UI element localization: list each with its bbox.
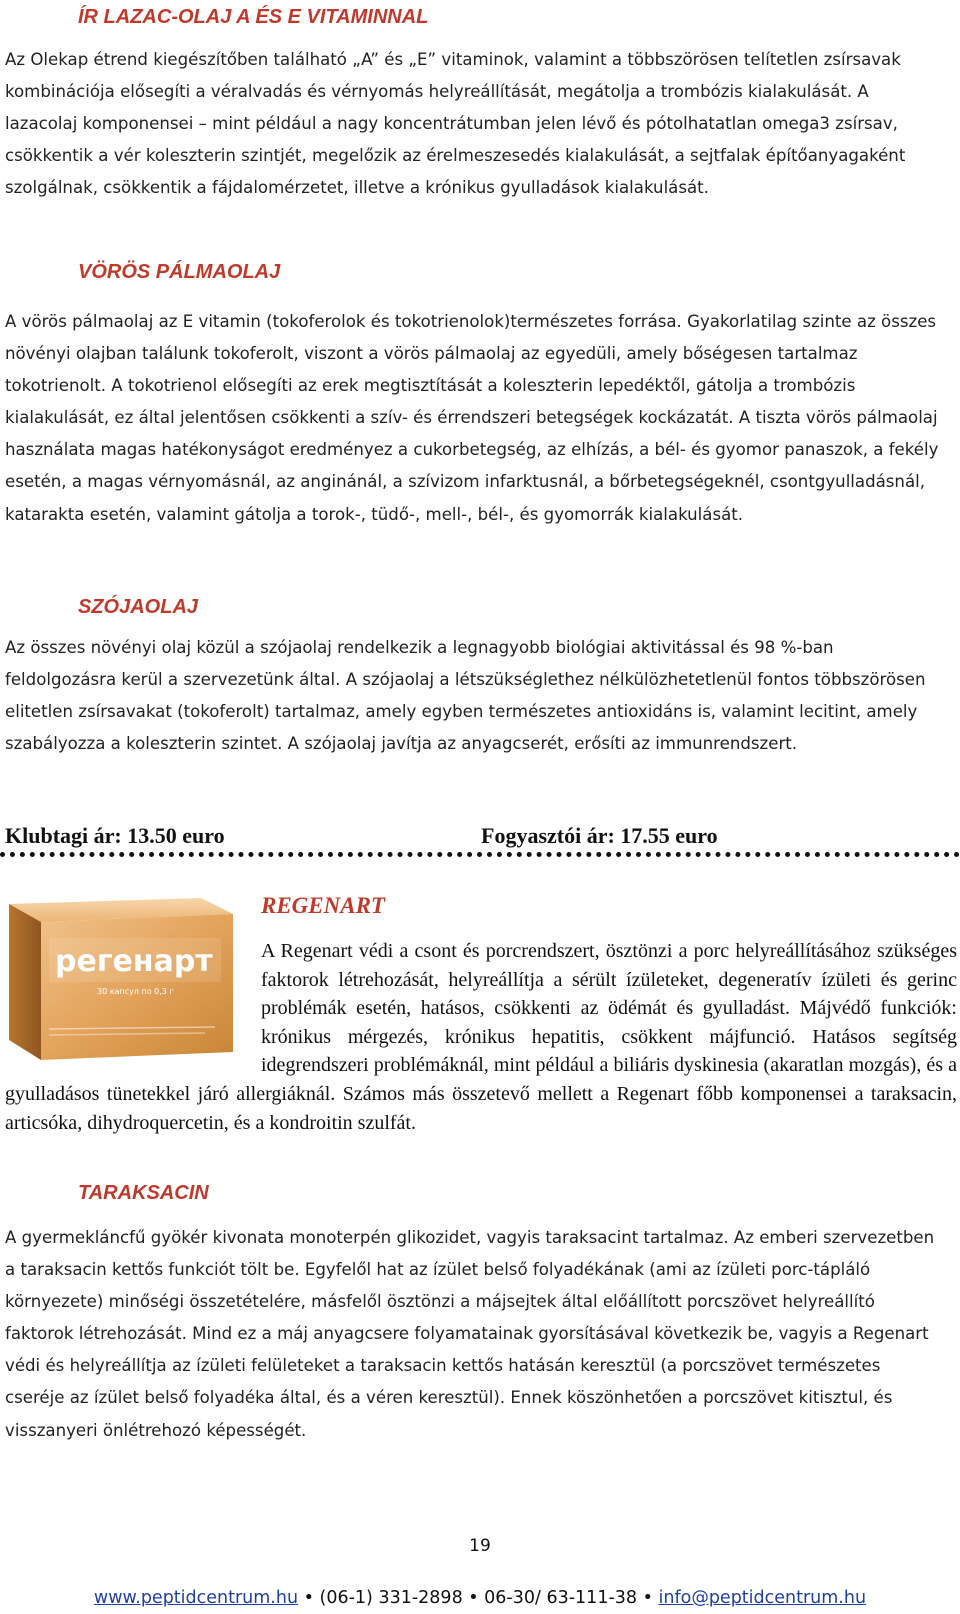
section-heading-regenart: REGENART — [261, 893, 385, 918]
website-link[interactable]: www.peptidcentrum.hu — [93, 1588, 299, 1608]
section-heading-szojaolaj: SZÓJAOLAJ — [78, 596, 199, 618]
dotted-divider — [0, 852, 960, 857]
page-number: 19 — [469, 1536, 491, 1556]
footer-separator: • — [462, 1588, 485, 1608]
footer-separator: • — [298, 1588, 320, 1608]
section-body-lazacolaj: Az Olekap étrend kiegészítőben található „A” és „E” vitaminok, valamint a többszörösen telítetlen zsírsavak kombinációja elősegíti a véralvadás és vérnyomás helyreállítását, megátolja a trombózis kialakulását. A lazacolaj komponensei – mint például a nagy koncentrátumban jelen lévő és pótolhatatlan omega3 zsírsav, csökkentik a vér koleszterin szintjét, megelőzik az érelmeszesedés kialakulását, a sejtfalak építőanyagaként szolgálnak, csökkentik a fájdalomérzetet, illetve a krónikus gyulladások kialakulását. — [5, 50, 906, 198]
section-heading-taraksacin: TARAKSACIN — [78, 1182, 209, 1204]
box-brand-text: регенарт — [55, 944, 213, 979]
email-link[interactable]: info@peptidcentrum.hu — [658, 1588, 867, 1608]
member-price: Klubtagi ár: 13.50 euro — [5, 823, 225, 848]
section-body-taraksacin: A gyermekláncfű gyökér kivonata monoterpén glikozidet, vagyis taraksacint tartalmaz. Az emberi szervezetben a taraksacin kettős funkciót tölt be. Egyfelől hat az ízület belső folyadékának (ami az ízületi porc-tápláló környezete) minőségi összetételére, másfelől ösztönzi a májsejtek által előállított porcszövet helyreállító faktorok létrehozását. Mind ez a máj anyagcsere folyamatainak gyorsításával következik be, vagyis a Regenart védi és helyreállítja az ízületi felületeket a taraksacin kettős hatásán keresztül (a porcszövet természetes cseréje az ízület belső folyadéka által, és a véren keresztül). Ennek köszönhetően a porcszövet kitisztul, és visszanyeri önlétrehozó képességét. — [5, 1228, 935, 1440]
box-capsule-text: 30 капсул по 0,3 г — [97, 987, 174, 996]
footer-separator: • — [637, 1588, 659, 1608]
section-body-palmaolaj: A vörös pálmaolaj az E vitamin (tokoferolok és tokotrienolok)természetes forrása. Gyakorlatilag szinte az összes növényi olajban találunk tokoferolt, viszont a vörös pálmaolaj az egyedüli, amely bőségesen tartalmaz tokotrienolt. A tokotrienol elősegíti az erek megtisztítását a koleszterin lepedéktől, gátolja a trombózis kialakulását, ez által jelentősen csökkenti a szív- és érrendszeri betegségek kockázatát. A tiszta vörös pálmaolaj használata magas hatékonyságot eredményez a cukorbetegség, az elhízás, a bél- és gyomor panaszok, a fekély esetén, a magas vérnyomásnál, az anginánál, a szívizom infarktusnál, a bőrbetegségeknél, csontgyulladásnál, katarakta esetén, valamint gátolja a torok-, tüdő-, mell-, bél-, és gyomorrák kialakulását. — [5, 312, 939, 524]
footer-contact-line — [0, 1588, 960, 1608]
section-body-regenart: A Regenart védi a csont és porcrendszert, ösztönzi a porc helyreállításához szükséges faktorok létrehozását, helyreállítja a sérült ízületeket, degeneratív ízületi és gerinc problémák esetén, hatásos, csökkenti az ödémát és gyulladást. Májvédő funkciók: krónikus mérgezés, krónikus hepatitis, csökkent májfunció. Hatásos segítség idegrendszeri problémáknál, mint például a biliáris dyskinesia (akaratlan mozgás), és a gyulladásos tünetekkel járó allergiáknál. Számos más összetevő mellett a Regenart főbb komponensei a taraksacin, articsóka, dihydroquercetin, és a kondroitin szulfát. — [5, 940, 957, 1134]
section-body-szojaolaj: Az összes növényi olaj közül a szójaolaj rendelkezik a legnagyobb biológiai aktivitással és 98 %-ban feldolgozásra kerül a szervezetünk által. A szójaolaj a létszükséglethez nélkülözhetetlenül fontos többszörösen elitetlen zsírsavakat (tokoferolt) tartalmaz, amely egyben természetes antioxidáns is, valamint lecitint, amely szabályozza a koleszterin szintet. A szójaolaj javítja az anyagcserét, erősíti az immunrendszert. — [5, 638, 926, 754]
phone-landline: (06-1) 331-2898 — [319, 1588, 463, 1608]
section-body-regenart-wrap — [5, 937, 957, 1137]
consumer-price: Fogyasztói ár: 17.55 euro — [481, 823, 718, 848]
section-heading-lazacolaj: ÍR LAZAC-OLAJ A ÉS E VITAMINNAL — [78, 6, 429, 28]
phone-mobile: 06-30/ 63-111-38 — [484, 1588, 638, 1608]
image-float-spacer — [5, 937, 261, 1077]
section-heading-palmaolaj: VÖRÖS PÁLMAOLAJ — [78, 261, 281, 283]
